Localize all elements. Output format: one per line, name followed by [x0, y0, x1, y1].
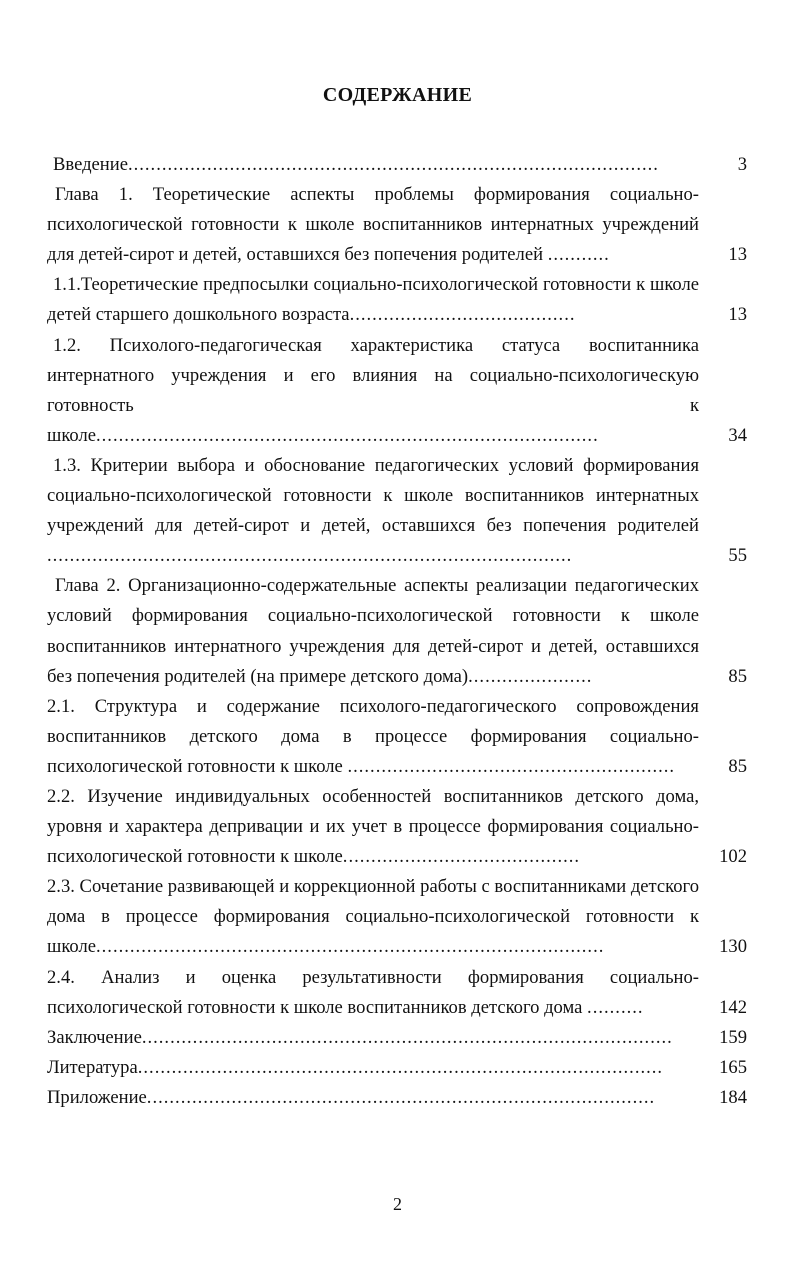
toc-entry-text: 1.2. Психолого-педагогическая характеристика статуса воспитанника интернатного учреждения и его влияния на социально-психологическую готовность к школе [47, 334, 699, 446]
toc-leader-dots: ............................................................................................. [47, 545, 573, 567]
toc-page-number: 130 [719, 936, 747, 958]
toc-entry-section-1-3[interactable] [47, 451, 747, 571]
toc-entry-introduction[interactable] [47, 150, 747, 180]
toc-entry-section-2-3[interactable] [47, 872, 747, 962]
toc-leader-dots: .......................................................................................... [96, 936, 605, 958]
toc-page-number: 3 [737, 154, 747, 175]
toc-leader-dots: .............................................................................................. [141, 1026, 673, 1048]
toc-leader-dots: .......... [587, 996, 644, 1018]
toc-leader-dots: ......................................................................................... [96, 424, 599, 446]
toc-page-number: 102 [719, 846, 747, 868]
toc-page-number: 85 [728, 665, 747, 687]
toc-entry-text: 2.1. Структура и содержание психолого-педагогического сопровождения воспитанников детского дома в процессе формирования социально-психологической готовности к школе [47, 695, 699, 777]
toc-entry-text: Приложение [47, 1086, 147, 1108]
footer-page-number: 2 [393, 1194, 402, 1214]
toc-page-number: 85 [728, 755, 747, 777]
toc-entry-text: 1.3. Критерии выбора и обоснование педагогических условий формирования социально-психологической готовности к школе воспитанников интернатных учреждений для детей-сирот и детей, оставшихся без попечения родителей [47, 454, 699, 537]
toc-entry-text: Заключение [47, 1026, 142, 1048]
toc-entry-chapter-1[interactable] [47, 180, 747, 270]
toc-entry-text: 2.3. Сочетание развивающей и коррекционной работы с воспитанниками детского дома в процессе формирования социально-психологической готовности к школе [47, 876, 699, 958]
toc-leader-dots: .......................................... [342, 846, 581, 868]
toc-entry-text: Глава 1. Теоретические аспекты проблемы формирования социально-психологической готовности к школе воспитанников интернатных учреждений для детей-сирот и детей, оставшихся без попечения родителей [47, 184, 699, 266]
page-title: СОДЕРЖАНИЕ [322, 84, 473, 106]
toc-leader-dots: .......................................................... [347, 755, 676, 777]
table-of-contents [47, 150, 747, 1113]
toc-leader-dots: .............................................................................................. [127, 154, 659, 175]
toc-page-number: 13 [728, 304, 747, 326]
toc-leader-dots: .......................................................................................... [146, 1086, 656, 1108]
toc-entry-section-2-2[interactable] [47, 782, 747, 872]
toc-entry-conclusion[interactable] [47, 1023, 747, 1053]
toc-entry-text: 2.4. Анализ и оценка результативности формирования социально-психологической готовности к школе воспитанников детского дома [47, 966, 699, 1018]
toc-page-number: 159 [719, 1026, 747, 1048]
toc-page-number: 13 [728, 244, 747, 266]
toc-page-number: 142 [719, 996, 747, 1018]
toc-entry-text: 2.2. Изучение индивидуальных особенностей воспитанников детского дома, уровня и характера депривации и их учет в процессе формирования социально-психологической готовности к школе [47, 785, 699, 868]
toc-entry-appendix[interactable] [47, 1083, 747, 1113]
toc-page-number: 55 [728, 545, 747, 567]
toc-entry-text: Введение [53, 154, 128, 175]
toc-leader-dots: ........................................ [349, 304, 576, 326]
toc-entry-text: Литература [47, 1056, 138, 1078]
toc-leader-dots: ............................................................................................. [137, 1056, 664, 1078]
toc-entry-chapter-2[interactable] [47, 571, 747, 691]
toc-entry-text: 1.1.Теоретические предпосылки социально-психологической готовности к школе детей старшего дошкольного возраста [47, 274, 699, 326]
toc-entry-section-1-1[interactable] [47, 270, 747, 330]
toc-leader-dots: ...................... [468, 665, 593, 687]
toc-page-number: 165 [719, 1056, 747, 1078]
toc-entry-section-2-4[interactable] [47, 963, 747, 1023]
toc-entry-section-1-2[interactable] [47, 331, 747, 451]
toc-entry-literature[interactable] [47, 1053, 747, 1083]
toc-page-number: 184 [719, 1086, 747, 1108]
toc-page-number: 34 [728, 424, 747, 446]
toc-entry-text: Глава 2. Организационно-содержательные аспекты реализации педагогических условий формирования социально-психологической готовности к школе воспитанников интернатного учреждения для детей-сирот и детей, оставшихся без попечения родителей (на примере детского дома) [47, 575, 699, 687]
toc-leader-dots: ........... [547, 244, 610, 266]
toc-entry-section-2-1[interactable] [47, 692, 747, 782]
